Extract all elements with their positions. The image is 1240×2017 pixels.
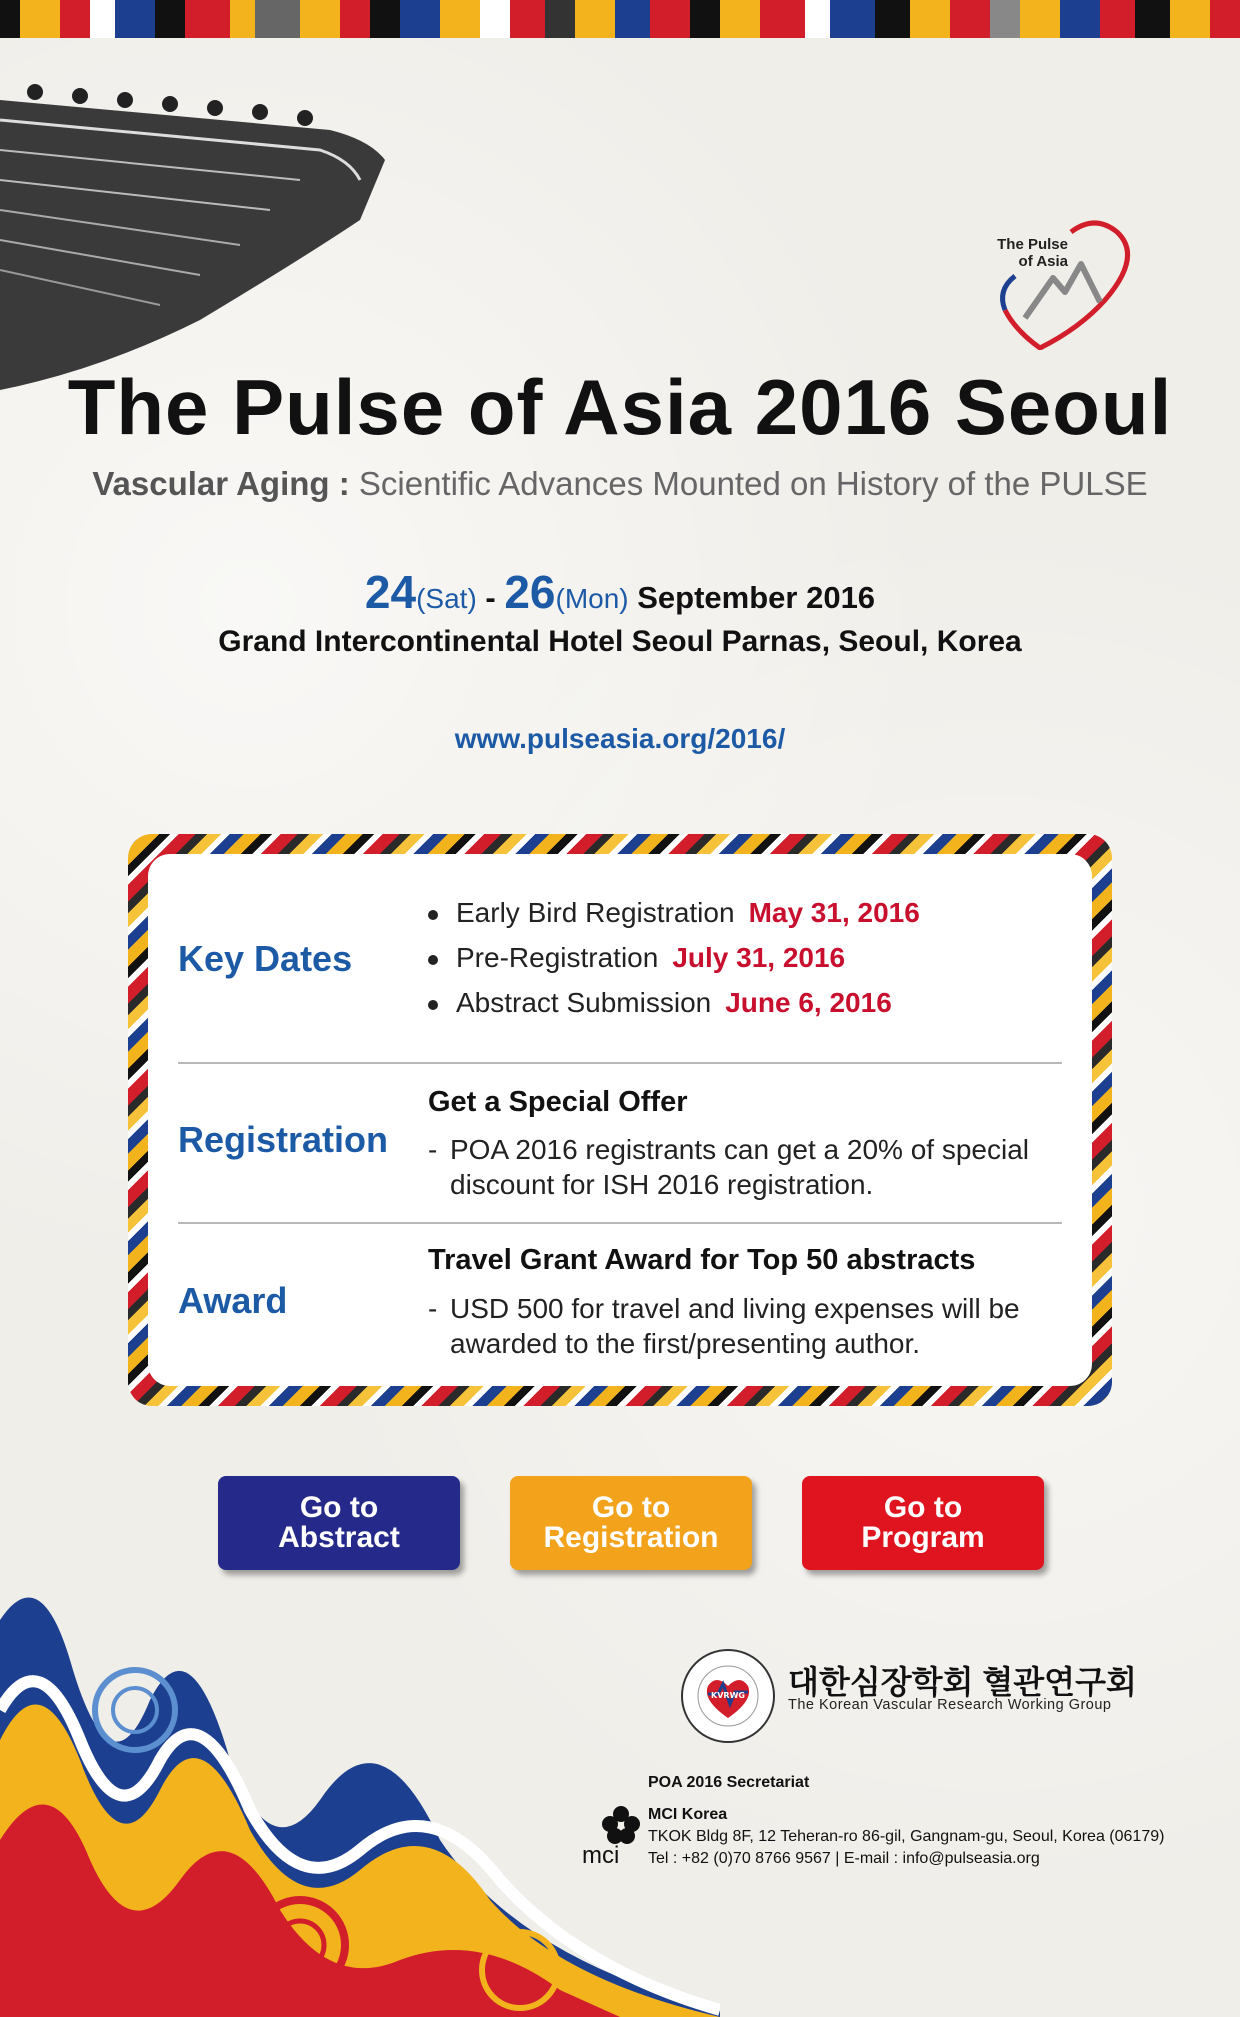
award-label: Award — [178, 1280, 288, 1321]
mci-logo-text: mci — [582, 1842, 620, 1869]
kvrwg-seal-icon — [678, 1646, 778, 1746]
secretariat-title: POA 2016 Secretariat — [648, 1774, 810, 1791]
secretariat-org: MCI Korea — [648, 1806, 728, 1823]
go-to-program-button[interactable]: Go to Program — [802, 1476, 1044, 1570]
key-date-item: Pre-Registration July 31, 2016 — [428, 942, 845, 974]
registration-description: - POA 2016 registrants can get a 20% of special discount for ISH 2016 registration. — [428, 1134, 1030, 1200]
event-dates: 24(Sat) - 26(Mon) September 2016 — [364, 566, 876, 618]
secretariat-address: TKOK Bldg 8F, 12 Teheran-ro 86-gil, Gangnam-gu, Seoul, Korea (06179) — [648, 1828, 1165, 1845]
website-link[interactable]: www.pulseasia.org/2016/ — [454, 723, 786, 754]
registration-heading: Get a Special Offer — [428, 1086, 688, 1118]
bullet-icon — [428, 1000, 438, 1010]
colorful-wave-decoration — [0, 1540, 720, 2017]
svg-text:KVRWG: KVRWG — [711, 1691, 745, 1700]
kvrwg-english-name: The Korean Vascular Research Working Group — [788, 1697, 1112, 1713]
info-card — [148, 854, 1092, 1386]
bullet-icon — [428, 955, 438, 965]
subtitle: Vascular Aging : Scientific Advances Mounted on History of the PULSE — [92, 465, 1148, 502]
award-description: - USD 500 for travel and living expenses will be awarded to the first/presenting author. — [428, 1293, 1020, 1359]
key-date-item: Early Bird Registration May 31, 2016 — [428, 897, 920, 929]
secretariat-contact: Tel : +82 (0)70 8766 9567 | E-mail : info@pulseasia.org — [648, 1850, 1040, 1867]
award-heading: Travel Grant Award for Top 50 abstracts — [428, 1244, 976, 1276]
mci-flower-icon — [600, 1804, 642, 1846]
top-stripe-band — [0, 0, 1240, 38]
logo-text: The Pulse of Asia — [997, 236, 1068, 270]
page-title: The Pulse of Asia 2016 Seoul — [67, 363, 1173, 451]
go-to-abstract-button[interactable]: Go to Abstract — [218, 1476, 460, 1570]
key-date-item: Abstract Submission June 6, 2016 — [428, 987, 892, 1019]
kvrwg-korean-name: 대한심장학회 혈관연구회 — [788, 1664, 1137, 1700]
secretariat-info — [648, 1772, 1164, 1870]
go-to-registration-button[interactable]: Go to Registration — [510, 1476, 752, 1570]
bullet-icon — [428, 910, 438, 920]
divider — [178, 1222, 1062, 1224]
divider — [178, 1062, 1062, 1064]
registration-label: Registration — [178, 1119, 389, 1160]
event-venue: Grand Intercontinental Hotel Seoul Parnas, Seoul, Korea — [218, 625, 1022, 658]
key-dates-label: Key Dates — [178, 938, 353, 979]
traditional-roof-icon — [0, 60, 390, 390]
